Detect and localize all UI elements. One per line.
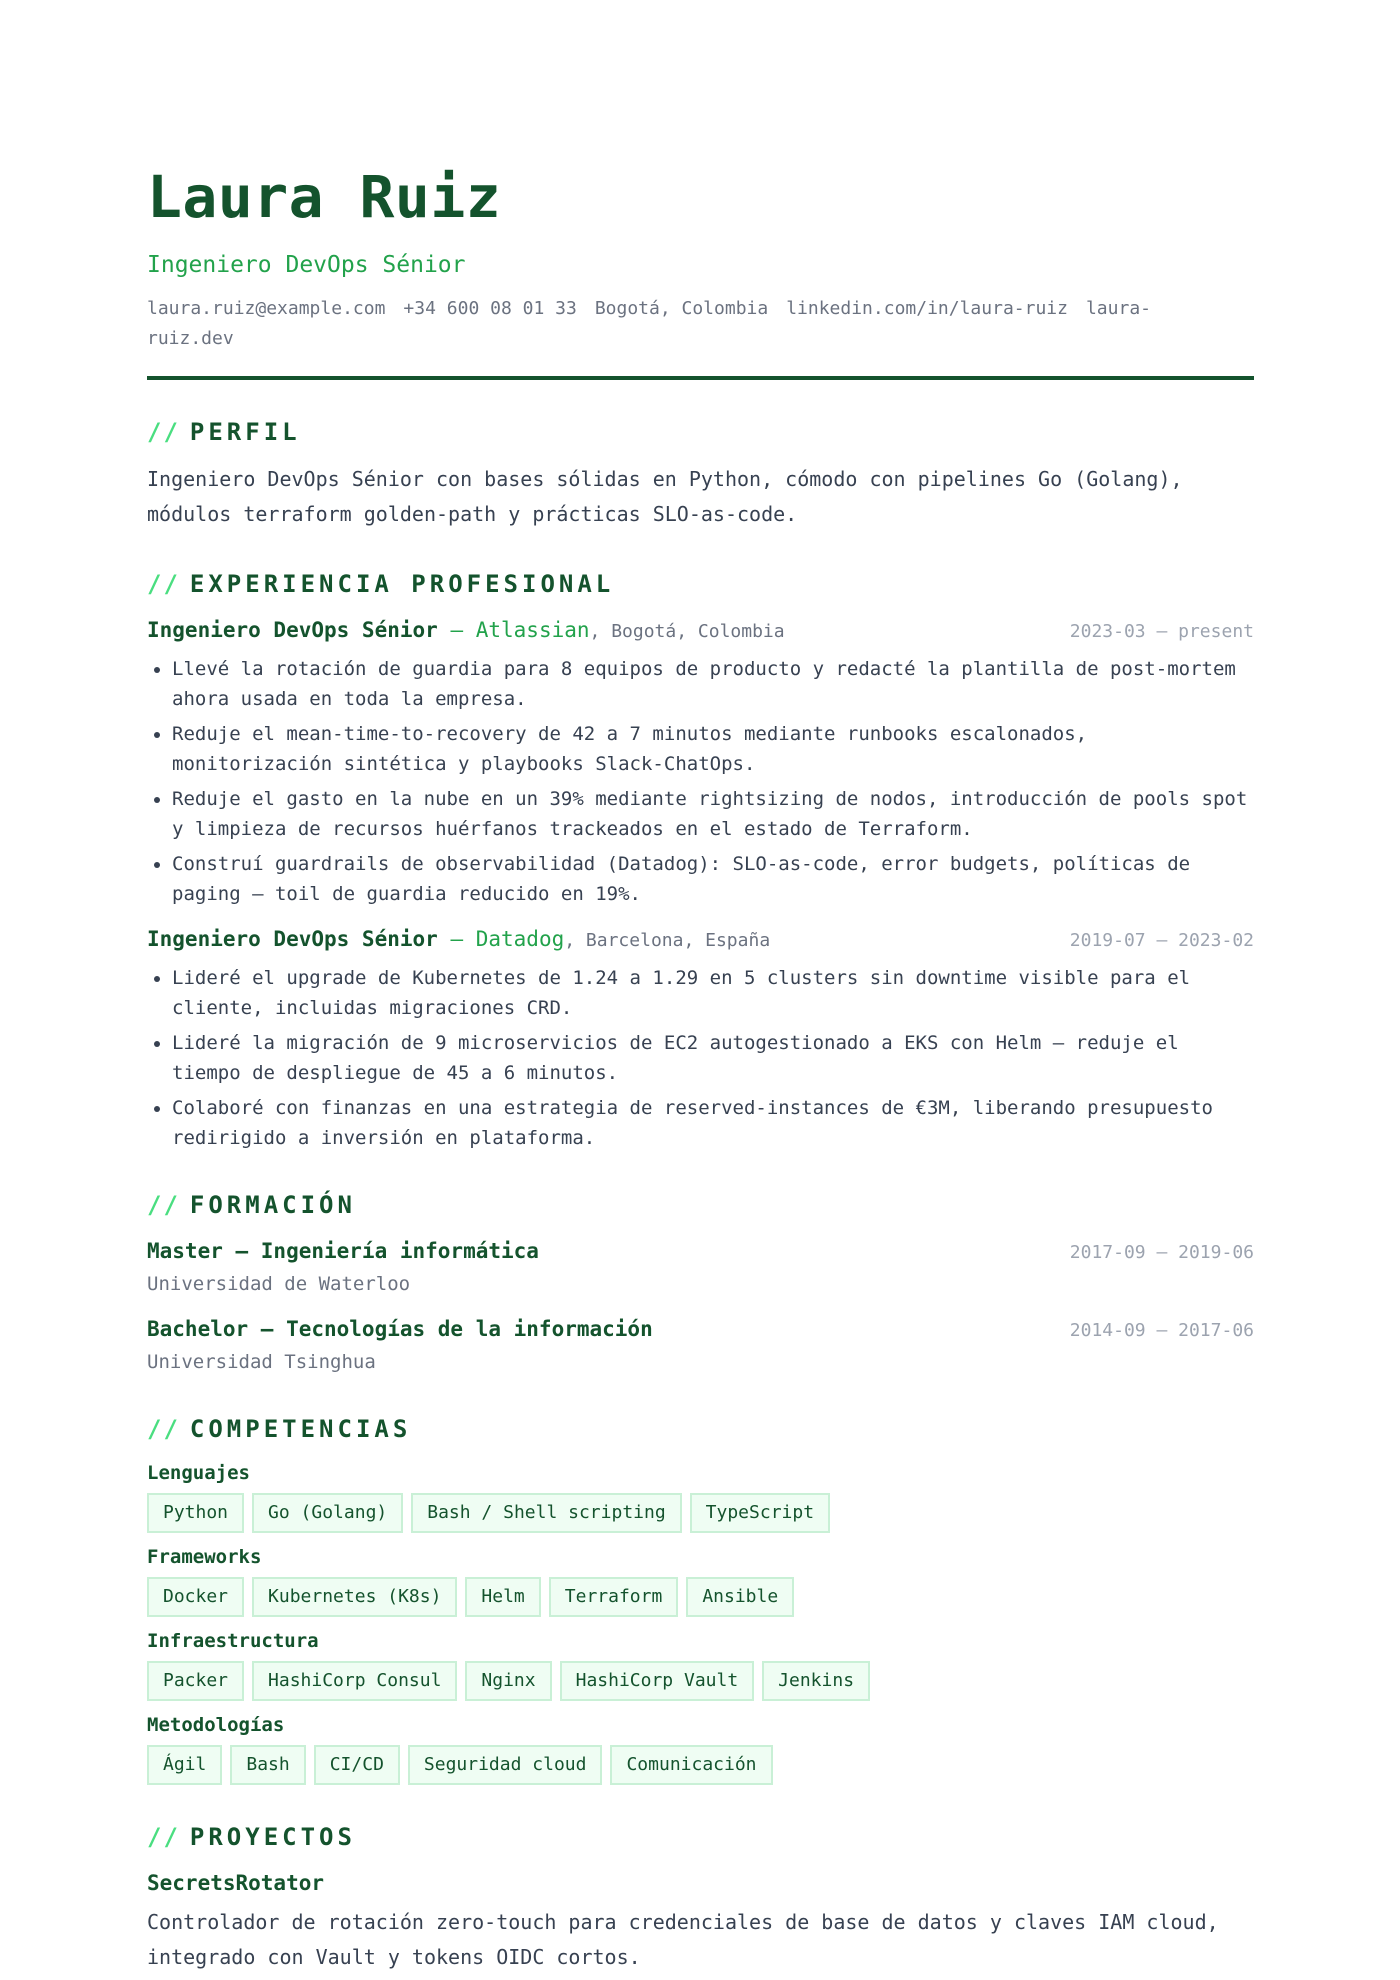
skill-chip: TypeScript — [690, 1493, 830, 1533]
job-title: Ingeniero DevOps Sénior — [147, 927, 438, 951]
skill-chip: HashiCorp Vault — [560, 1661, 755, 1701]
skill-chip: Kubernetes (K8s) — [252, 1577, 457, 1617]
education-date: 2014-09 – 2017-06 — [1069, 1320, 1254, 1341]
skill-chip: Terraform — [549, 1577, 679, 1617]
project-entry — [147, 1867, 1254, 1975]
job-company: Atlassian — [475, 618, 590, 642]
skill-chip: Packer — [147, 1661, 244, 1701]
skill-group-label: Infraestructura — [147, 1630, 319, 1652]
skill-chips — [147, 1661, 1254, 1701]
header-divider — [147, 376, 1254, 380]
skill-chip: Nginx — [465, 1661, 551, 1701]
job-date: 2019-07 – 2023-02 — [1069, 930, 1254, 951]
education-school: Universidad de Waterloo — [147, 1273, 411, 1295]
education-date: 2017-09 – 2019-06 — [1069, 1242, 1254, 1263]
project-name: SecretsRotator — [147, 1871, 325, 1895]
job-location: , Barcelona, España — [564, 930, 771, 951]
job-separator: — — [437, 927, 476, 951]
skill-chip: Seguridad cloud — [408, 1745, 603, 1785]
job-bullet: • Reduje el mean-time-to-recovery de 42 a 7 minutos mediante runbooks escalonados, monitorización sintética y playbooks Slack-ChatOps. — [172, 719, 1254, 779]
section-slashes: // — [147, 418, 180, 446]
job-bullet: • Construí guardrails de observabilidad (Datadog): SLO-as-code, error budgets, políticas de paging — toil de guardia reducido en 19%. — [172, 849, 1254, 909]
candidate-name: Laura Ruiz — [147, 163, 502, 231]
profile-summary: Ingeniero DevOps Sénior con bases sólidas en Python, cómodo con pipelines Go (Golang), módulos terraform golden-path y prácticas SLO-as-code. — [147, 467, 1183, 526]
skill-group — [147, 1543, 1254, 1617]
project-list — [147, 1867, 1254, 1975]
job-location: , Bogotá, Colombia — [589, 621, 785, 642]
section-title-text: PERFIL — [189, 418, 301, 446]
section-projects — [147, 1823, 1254, 1975]
contact-phone: +34 600 08 01 33 — [403, 298, 577, 319]
section-title — [147, 570, 1254, 598]
section-title-text: EXPERIENCIA PROFESIONAL — [189, 570, 615, 598]
skill-chip: Comunicación — [610, 1745, 772, 1785]
skill-chip: Bash / Shell scripting — [411, 1493, 681, 1533]
job-bullet: • Llevé la rotación de guardia para 8 equipos de producto y redacté la plantilla de post-mortem ahora usada en toda la empresa. — [172, 654, 1254, 714]
section-education — [147, 1191, 1254, 1377]
section-slashes: // — [147, 1191, 180, 1219]
job-bullet: • Lideré el upgrade de Kubernetes de 1.24 a 1.29 en 5 clusters sin downtime visible para el cliente, incluidas migraciones CRD. — [172, 963, 1254, 1023]
skills-list — [147, 1459, 1254, 1785]
job-title: Ingeniero DevOps Sénior — [147, 618, 438, 642]
skill-chip: Jenkins — [762, 1661, 870, 1701]
section-slashes: // — [147, 1823, 180, 1851]
candidate-role: Ingeniero DevOps Sénior — [147, 252, 466, 278]
contact-location: Bogotá, Colombia — [594, 298, 769, 319]
skill-chip: Go (Golang) — [252, 1493, 403, 1533]
job-bullet: • Reduje el gasto en la nube en un 39% mediante rightsizing de nodos, introducción de pools spot y limpieza de recursos huérfanos trackeados en el estado de Terraform. — [172, 784, 1254, 844]
project-description: Controlador de rotación zero-touch para credenciales de base de datos y claves IAM cloud, integrado con Vault y tokens OIDC cortos. — [147, 1910, 1219, 1969]
skill-chips — [147, 1493, 1254, 1533]
job-date: 2023-03 – present — [1069, 621, 1254, 642]
skill-chip: Bash — [230, 1745, 305, 1785]
education-entry — [147, 1235, 1254, 1299]
section-slashes: // — [147, 570, 180, 598]
education-list — [147, 1235, 1254, 1377]
section-experience — [147, 570, 1254, 1153]
education-header — [147, 1313, 1254, 1347]
job-bullets — [147, 963, 1254, 1153]
contact-email[interactable]: laura.ruiz@example.com — [147, 298, 386, 319]
section-title-text: COMPETENCIAS — [189, 1415, 412, 1443]
section-title — [147, 1823, 1254, 1851]
section-title — [147, 1415, 1254, 1443]
skill-chip: HashiCorp Consul — [252, 1661, 457, 1701]
contact-linkedin[interactable]: linkedin.com/in/laura-ruiz — [786, 298, 1068, 319]
job-bullet: • Colaboré con finanzas en una estrategia de reserved-instances de €3M, liberando presupuesto redirigido a inversión en plataforma. — [172, 1093, 1254, 1153]
job-separator: — — [437, 618, 476, 642]
section-perfil — [147, 418, 1254, 532]
job-bullets — [147, 654, 1254, 909]
skill-group-label: Lenguajes — [147, 1462, 250, 1484]
skill-chip: Ágil — [147, 1745, 222, 1785]
skill-chip: Python — [147, 1493, 244, 1533]
job-company: Datadog — [475, 927, 565, 951]
section-title — [147, 418, 1254, 446]
education-header — [147, 1235, 1254, 1269]
contact-line — [147, 294, 1247, 354]
section-slashes: // — [147, 1415, 180, 1443]
education-school: Universidad Tsinghua — [147, 1351, 376, 1373]
education-entry — [147, 1313, 1254, 1377]
job-entry — [147, 614, 1254, 909]
job-list — [147, 614, 1254, 1153]
skill-group-label: Frameworks — [147, 1546, 262, 1568]
education-degree: Master — Ingeniería informática — [147, 1239, 539, 1263]
skill-group-label: Metodologías — [147, 1714, 285, 1736]
skill-group — [147, 1711, 1254, 1785]
job-heading — [147, 923, 770, 957]
skill-chip: Helm — [465, 1577, 540, 1617]
job-heading — [147, 614, 785, 648]
skill-chip: Ansible — [686, 1577, 794, 1617]
skill-chip: CI/CD — [314, 1745, 400, 1785]
skill-chips — [147, 1577, 1254, 1617]
skill-chips — [147, 1745, 1254, 1785]
job-bullet: • Lideré la migración de 9 microservicios de EC2 autogestionado a EKS con Helm — reduje el tiempo de despliegue de 45 a 6 minutos. — [172, 1028, 1254, 1088]
skill-chip: Docker — [147, 1577, 244, 1617]
section-title-text: PROYECTOS — [189, 1823, 356, 1851]
job-header — [147, 614, 1254, 648]
job-entry — [147, 923, 1254, 1153]
education-degree: Bachelor — Tecnologías de la información — [147, 1317, 653, 1341]
section-skills — [147, 1415, 1254, 1785]
job-header — [147, 923, 1254, 957]
skill-group — [147, 1459, 1254, 1533]
skill-group — [147, 1627, 1254, 1701]
contact-website[interactable]: laura-ruiz.dev — [147, 298, 1151, 349]
section-title — [147, 1191, 1254, 1219]
section-title-text: FORMACIÓN — [189, 1191, 356, 1219]
